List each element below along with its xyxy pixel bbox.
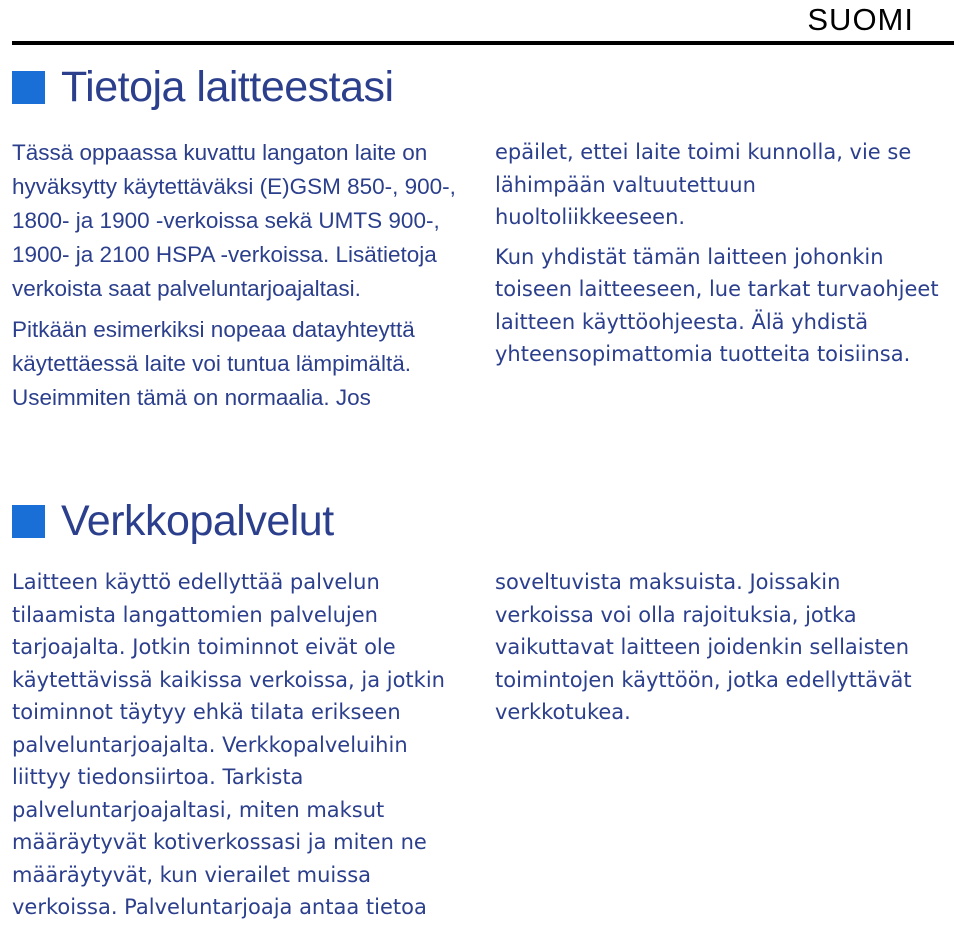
- section-2-right-column: [495, 566, 945, 736]
- paragraph: Tässä oppaassa kuvattu langaton laite on hyväksytty käytettäväksi (E)GSM 850-, 900-, 1800- ja 1900 -verkoissa sekä UMTS 900-, 1900- ja 2100 HSPA -verkoissa. Lisätietoja verkoista saat palveluntarjoajaltasi.: [12, 140, 456, 301]
- language-label: SUOMI: [807, 2, 914, 37]
- section-title: Tietoja laitteestasi: [61, 63, 394, 111]
- section-marker-icon: [12, 505, 45, 538]
- section-heading-network-services: [12, 497, 334, 545]
- section-heading-device-info: [12, 63, 394, 111]
- paragraph: Laitteen käyttö edellyttää palvelun tilaamista langattomien palvelujen tarjoajalta. Jotkin toiminnot eivät ole käytettävissä kaikissa verkoissa, ja jotkin toiminnot täytyy ehkä tilata erikseen palveluntarjoajalta. Verkkopalveluihin liittyy tiedonsiirtoa. Tarkista palveluntarjoajaltasi, miten maksut määräytyvät kotiverkossasi ja miten ne määräytyvät, kun vierailet muissa verkoissa. Palveluntarjoaja antaa tietoa: [12, 570, 445, 919]
- paragraph: soveltuvista maksuista. Joissakin verkoissa voi olla rajoituksia, jotka vaikuttavat laitteen joidenkin sellaisten toimintojen käyttöön, jotka edellyttävät verkkotukea.: [495, 570, 912, 724]
- paragraph: Kun yhdistät tämän laitteen johonkin toiseen laitteeseen, lue tarkat turvaohjeet laitteen käyttöohjeesta. Älä yhdistä yhteensopimattomia tuotteita toisiinsa.: [495, 244, 939, 366]
- section-1-left-column: [12, 136, 482, 422]
- header-rule: [12, 41, 954, 45]
- section-1-right-column: [495, 136, 945, 378]
- section-2-left-column: [12, 566, 472, 931]
- paragraph: Pitkään esimerkiksi nopeaa datayhteyttä käytettäessä laite voi tuntua lämpimältä. Useimmiten tämä on normaalia. Jos: [12, 317, 415, 410]
- paragraph: epäilet, ettei laite toimi kunnolla, vie se lähimpään valtuutettuun huoltoliikkeeseen.: [495, 140, 912, 229]
- section-title: Verkkopalvelut: [61, 497, 334, 545]
- section-marker-icon: [12, 71, 45, 104]
